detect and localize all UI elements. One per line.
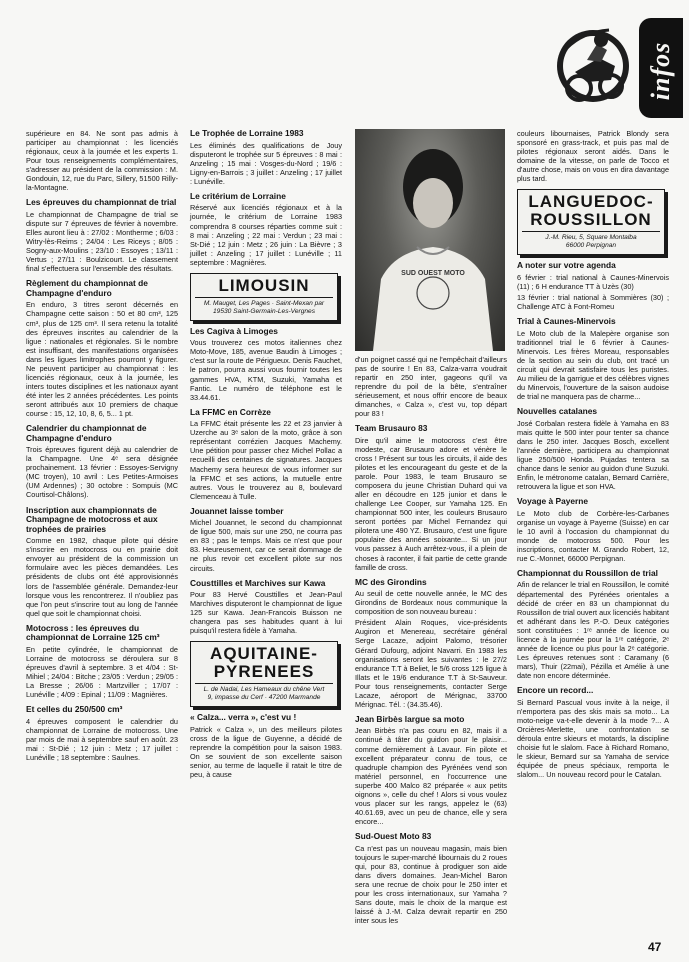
article-paragraph: 6 février : trial national à Caunes-Minervois (11) ; 6 H endurance TT à Uzès (30) (517, 272, 669, 291)
article-heading: Encore un record... (517, 684, 594, 695)
article-paragraph: 13 février : trial national à Sommières (30) ; Challenge ATC à Font-Romeu (517, 292, 669, 312)
region-box (517, 189, 665, 255)
article-heading: Nouvelles catalanes (517, 406, 598, 417)
region-title: LIMOUSIN (195, 277, 333, 298)
article-paragraph: Le Moto club de Corbère-les-Carbanes organise un voyage à Payerne (Suisse) en car le 10 avril à l'occasion du championnat du monde de motocross 500. Pour les inscriptions, contacter M. Grando Robert, 12, rue C.-Monnet, 66000 Perpignan. (517, 508, 669, 563)
article-paragraph: Président Alain Roques, vice-présidents Augiron et Menereau, secrétaire général Serge Lacaze, adjoint Palomo, trésorier Gérard Dufourg, adjoint Navarri. En 1983 les organisations seront les suivantes : le 27/2 endurance T.T à Beliet, le 5/6 cross 125 ligue à Illats et le 19/6 endurance T.T à St-Sauveur. Pour tous renseignements, contacter Serge Lacaze, aéroport de Mérignac, 33700 Mérignac. Tél. : (34.35.46). (355, 618, 507, 709)
infos-wordmark: infos (646, 41, 675, 101)
column-3 (355, 129, 507, 927)
article-heading: Trial à Caunes-Minervois (517, 316, 616, 327)
article-heading: Et celles du 250/500 cm³ (26, 704, 123, 715)
article-paragraph: Comme en 1982, chaque pilote qui désire s'inscrire en motocross ou en prairie doit envoyer au président de la commission un formulaire avec les pièces demandées. Les présidents de clubs ont été approvisionnés lors de l'assemblée générale. Demandez-leur lorsque vous les rencontrerez. Il n'oubliez pas que l'on peut s'inscrire tout au long de l'année quel que soit le championnat choisi. (26, 536, 178, 618)
region-box (190, 641, 338, 707)
article-paragraph: José Corbalan restera fidèle à Yamaha en 83 mais quitte le 500 inter pour tenter sa chance dans le 250 inter. Jacques Bosch, excellent l'année dernière, participera au championnat ligue 250/500 Honda. Pujadas tentera sa chance dans le senior au guidon d'une Suzuki. Enfin, le métronome catalan, Bernard Carrière, retrouvera la ligue et son HVA. (517, 418, 669, 491)
article-paragraph: Pour 83 Hervé Cousttilles et Jean-Paul Marchives disputeront le championnat de ligue 125 sur Kawa. Jean-Francois Buisson ne changera pas ses habitudes quant à lui puisqu'il restera fidèle à Yamaha. (190, 590, 342, 636)
region-address: J.-M. Rieu, 5, Square Montalba 66000 Perpignan (545, 234, 637, 250)
article-heading: Motocross : les épreuves du championnat de Lorraine 125 cm³ (26, 622, 160, 643)
article-paragraph: En enduro, 3 titres seront décernés en Champagne cette saison : 50 et 80 cm³, 125 cm³, plus de 125 cm³. Il sera retenu la totalité des épreuves inscrites au calendrier de la ligue : nationales et régionales. Si le nombre est insuffisant, des manifestations organisées dans les ligues limitrophes pourront y figurer. Ne peuvent participer au championnat : les licenciés régionaux, ceux à la journée, les inters toutes disciplines et les nationaux ayant été inter les 2 années précédentes. Les points seront attribués aux 10 premiers de chaque course : 15, 12, 10, 8, 6, 5... 1 pt. (26, 300, 178, 418)
shirt-logo-text: SUD OUEST MOTO (401, 270, 465, 277)
article-heading: Les Cagiva à Limoges (190, 325, 278, 336)
article-heading: La FFMC en Corrèze (190, 406, 271, 417)
region-box (190, 273, 338, 321)
article-paragraph: Patrick « Calza », un des meilleurs pilotes cross de la ligue de Guyenne, a décidé de reprendre la compétition pour la saison 1983. On se souvient de son excellente saison senior, au terme de laquelle il ratait le titre de peu, à cause (190, 724, 342, 780)
region-title: AQUITAINE- PYRENEES (195, 645, 333, 684)
article-paragraph: La FFMC était présente les 22 et 23 janvier à Uzerche au 3ᵉ salon de la moto, grâce à son représentant corrézien Jacques Machemy. Une pétition pour passer chez Michel Pollac a recueilli des centaines de signatures. Jacques Machemy sera heureux de vous informer sur la FFMC et ses actions, la mutuelle entre autres. Vous le trouverez au 8, boulevard Clemenceau à Tulle. (190, 419, 342, 501)
article-heading: MC des Girondins (355, 576, 427, 587)
column-4 (517, 129, 669, 781)
article-heading: Cousttilles et Marchives sur Kawa (190, 577, 326, 588)
article-heading: Règlement du championnat de Champagne d'enduro (26, 278, 148, 298)
article-paragraph: Réservé aux licenciés régionaux et à la journée, le critérium de Lorraine 1983 comprendra 8 courses réparties comme suit : 8 mai : Anzeling ; 22 mai : Verdun ; 23 mai : St-Dié ; 12 juin : Metz ; 26 juin : La Bièvre ; 3 juillet : Anzeling ; 17 juillet : Lunéville ; 11 septembre : Magnières. (190, 203, 342, 267)
rider-photo (355, 129, 505, 351)
article-heading: « Calza... verra », c'est vu ! (190, 712, 297, 723)
article-paragraph: Si Bernard Pascual vous invite à la neige, il n'emportera pas des skis mais sa moto... La moto-neige va-t-elle devenir à la mode ?... A Orcières-Merlette, une confrontation se déroula entre skieurs et motards, la discipline choisie fut le slalom. Face à Richard Romano, le skieur, Bernard sur sa Yamaha de service équipée de pneus spéciaux, remporta le slalom... Un nouveau record pour le Catalan. (517, 697, 669, 779)
article-paragraph: couleurs libournaises, Patrick Blondy sera sponsoré en grass-track, et puis pas mal de pilotes régionaux seront aidés. Dans le domaine de la vitesse, on parle de Tocco et d'autre chose, mais on vous en dira davantage plus tard. (517, 129, 669, 184)
article-paragraph: Les éliminés des qualifications de Jouy disputeront le trophée sur 5 épreuves : 8 mai : Anzeling ; 15 mai : Vosges-du-Nord ; 19/6 : Ligny-en-Barrois ; 3 juillet : Anzeling ; 17 juillet : Lunéville. (190, 140, 342, 186)
article-heading: Team Brusauro 83 (355, 423, 428, 434)
article-heading: Championnat du Roussillon de trial (517, 567, 658, 578)
article-heading: Le critérium de Lorraine (190, 190, 286, 201)
article-paragraph: Le championnat de Champagne de trial se dispute sur 7 épreuves de février à novembre. Elles auront lieu à : 27/02 : Montherme ; 6/03 : Witry-lès-Reims ; 24/04 : Les Riceys ; 8/05 : Sogny-aux-Moulins ; 23/10 : Essoyes ; 13/11 : Vertus ; 27/11 : Boulzicourt. Le classement final s'effectuera sur l'ensemble des résultats. (26, 209, 178, 274)
article-paragraph: supérieure en 84. Ne sont pas admis à participer au championnat : les licenciés régionaux, ceux à la journée et les experts 1. Pour tous renseignements complémentaires, s'adresser au président de la commission : M. Gondouin, 12, rue du Parc, Sillery, 51500 Rilly-la-Montagne. (26, 129, 178, 193)
column-1 (26, 129, 178, 764)
article-paragraph: Michel Jouannet, le second du championnat de ligue 500, mais sur une 250, ne courra pas en 83 ; pas le temps. Mais ce n'est que pour 83. Heureusement, car ce serait dommage de ne plus revoir cet excellent pilote sur nos circuits. (190, 518, 342, 573)
article-paragraph: 4 épreuves composent le calendrier du championnat de Lorraine de motocross. Une par mois de mai à septembre sauf en août. 23 mai : St-Dié ; 12 juin : Metz ; 17 juillet : Lunéville ; 18 septembre : Saulnes. (26, 716, 178, 762)
article-heading: Le Trophée de Lorraine 1983 (190, 128, 304, 138)
article-paragraph: Ca n'est pas un nouveau magasin, mais bien toujours le super-marché libournais du 2 roues qui, pour 83, continue à prodiguer son aide dans divers domaines. Jean-Michel Baron sera une recrue de choix pour le 250 inter et pour les cross internationaux, sur Yamaha ? Sans doute, mais le choix de la marque est laissé à J.-M. Calza devrait repartir en 250 inter sous les (355, 843, 507, 925)
infos-logo (553, 8, 683, 124)
article-heading: Jean Birbès largue sa moto (355, 713, 465, 724)
article-heading: Inscription aux championnats de Champagne de motocross et aux trophées de prairies (26, 504, 158, 534)
region-address: L. de Nadai, Les Hameaux du chêne Vert 9, impasse du Cerf · 47200 Marmande (203, 686, 325, 702)
article-paragraph: Jean Birbès n'a pas couru en 82, mais il a continué à tâter du guidon pour le plaisir... comme dernièrement à Lavaur. Fin pilote et excellent préparateur connu de tous, ce quadruple champion des Pyrénées vend son matériel personnel, en l'occurrence une superbe 400 Malco 82 préparée « aux petits oignons », celle du chef ! Alors si vous voulez vous placer sur les rangs, appelez le (63) 40.61.69, avec un peu de chance, elle y sera encore... (355, 726, 507, 826)
article-paragraph: Dire qu'il aime le motocross c'est être modeste, car Brusauro adore et vénère le cross ! Présent sur tous les circuits, il aide des pilotes et les encourageant du geste et de la parole. Pour 1983, le team Brusauro se composera du jeune Christian Duhard qui va aller en découdre en 125 junior et dans le challenge Lee Cooper, sur Yamaha 125. En championnat 500 inter, les couleurs Brusauro seront portées par Michel Fernandez qui pilotera une 490 YZ. Brusauro, c'est une figure populaire des années soixante... Si un jour vous passez à Auch arrêtez-vous, il a plein de choses à raconter, il fait partie de cette grande famille de cross. (355, 435, 507, 572)
article-paragraph: Afin de relancer le trial en Roussillon, le comité départemental des Pyrénées orientales a décidé de créer en 83 un championnat du Roussillon de trial ouvert aux licenciés habitant et adhérant dans les P.-O. Deux catégories sont constituées : 1ʳᵉ année de licence ou licence à la journée pour la 1ʳᵉ catégorie, 2ᵉ année de licence ou plus pour la 2ᵉ catégorie. Les épreuves retenues sont : Caramany (6 mars), Thuir (22mai), Pézilla et Amélie à une date non encore déterminée. (517, 580, 669, 680)
article-heading: Voyage à Payerne (517, 496, 589, 506)
article-paragraph: En petite cylindrée, le championnat de Lorraine de motocross se déroulera sur 8 épreuves d'avril à septembre. 3 et 4/04 : St-Mihiel ; 24/04 : Bitche ; 23/05 : Verdun ; 29/05 : La Bresse ; 26/06 : Martzviller ; 17/07 : Lunéville ; 4/09 : Epinal ; 11/09 : Magnières. (26, 644, 178, 700)
column-2 (190, 129, 342, 781)
article-paragraph: Au seuil de cette nouvelle année, le MC des Girondins de Bordeaux nous communique la composition de son nouveau bureau : (355, 589, 507, 617)
motorbike-rider-icon (553, 8, 643, 124)
article-heading: A noter sur votre agenda (517, 260, 616, 271)
article-paragraph: d'un poignet cassé qui ne l'empêchait d'ailleurs pas de sourire ! En 83, Calza-varra voudrait repartir en 250 inter, gageons qu'il va reprendre du poil de la bête, s'entraîner sérieusement, et nous offrir encore de beaux dimanches, « Calza », c'est vu, top départ pour 83 ! (355, 355, 507, 419)
region-title: LANGUEDOC- ROUSSILLON (522, 193, 660, 232)
article-heading: Sud-Ouest Moto 83 (355, 830, 432, 841)
article-paragraph: Trois épreuves figurent déjà au calendrier de la Champagne. Une 4ᵉ sera désignée prochainement. 13 février : Essoyes-Servigny (MC troyen), 10 avril : Les Petites-Armoises (UM Ardennes) ; 30 octobre : Sompuis (MC Courtisol-Châlons). (26, 445, 178, 500)
region-address: M. Mauget, Les Pages · Saint-Mexan par 19530 Saint-Germain-Les-Vergnes (203, 299, 325, 315)
article-heading: Calendrier du championnat de Champagne d'enduro (26, 423, 147, 443)
article-paragraph: Vous trouverez ces motos italiennes chez Moto-Move, 185, avenue Baudin à Limoges ; c'est sur la route de Périgueux. Denis Fauchet, le patron, pourra aussi vous fournir toutes les gammes HVA, KTM, Suzuki, Yamaha et Fantic. Le numéro de téléphone est le 33.44.61. (190, 338, 342, 402)
article-heading: Les épreuves du championnat de trial (26, 197, 177, 208)
page-number: 47 (648, 940, 662, 954)
article-heading: Jouannet laisse tomber (190, 505, 284, 516)
article-paragraph: Le Moto club de la Malepère organise son traditionnel trial le 6 février à Caunes-Minervois. Les frères Moreau, responsables de la section au sein du club, ont tracé un circuit qui devrait satisfaire tous les puristes. Au milieu de la garrigue et des célèbres vignes du Minervois, l'ouverture de la saison audoise de trial ne manquera pas de charme... (517, 328, 669, 401)
infos-wordmark-box (639, 18, 683, 118)
